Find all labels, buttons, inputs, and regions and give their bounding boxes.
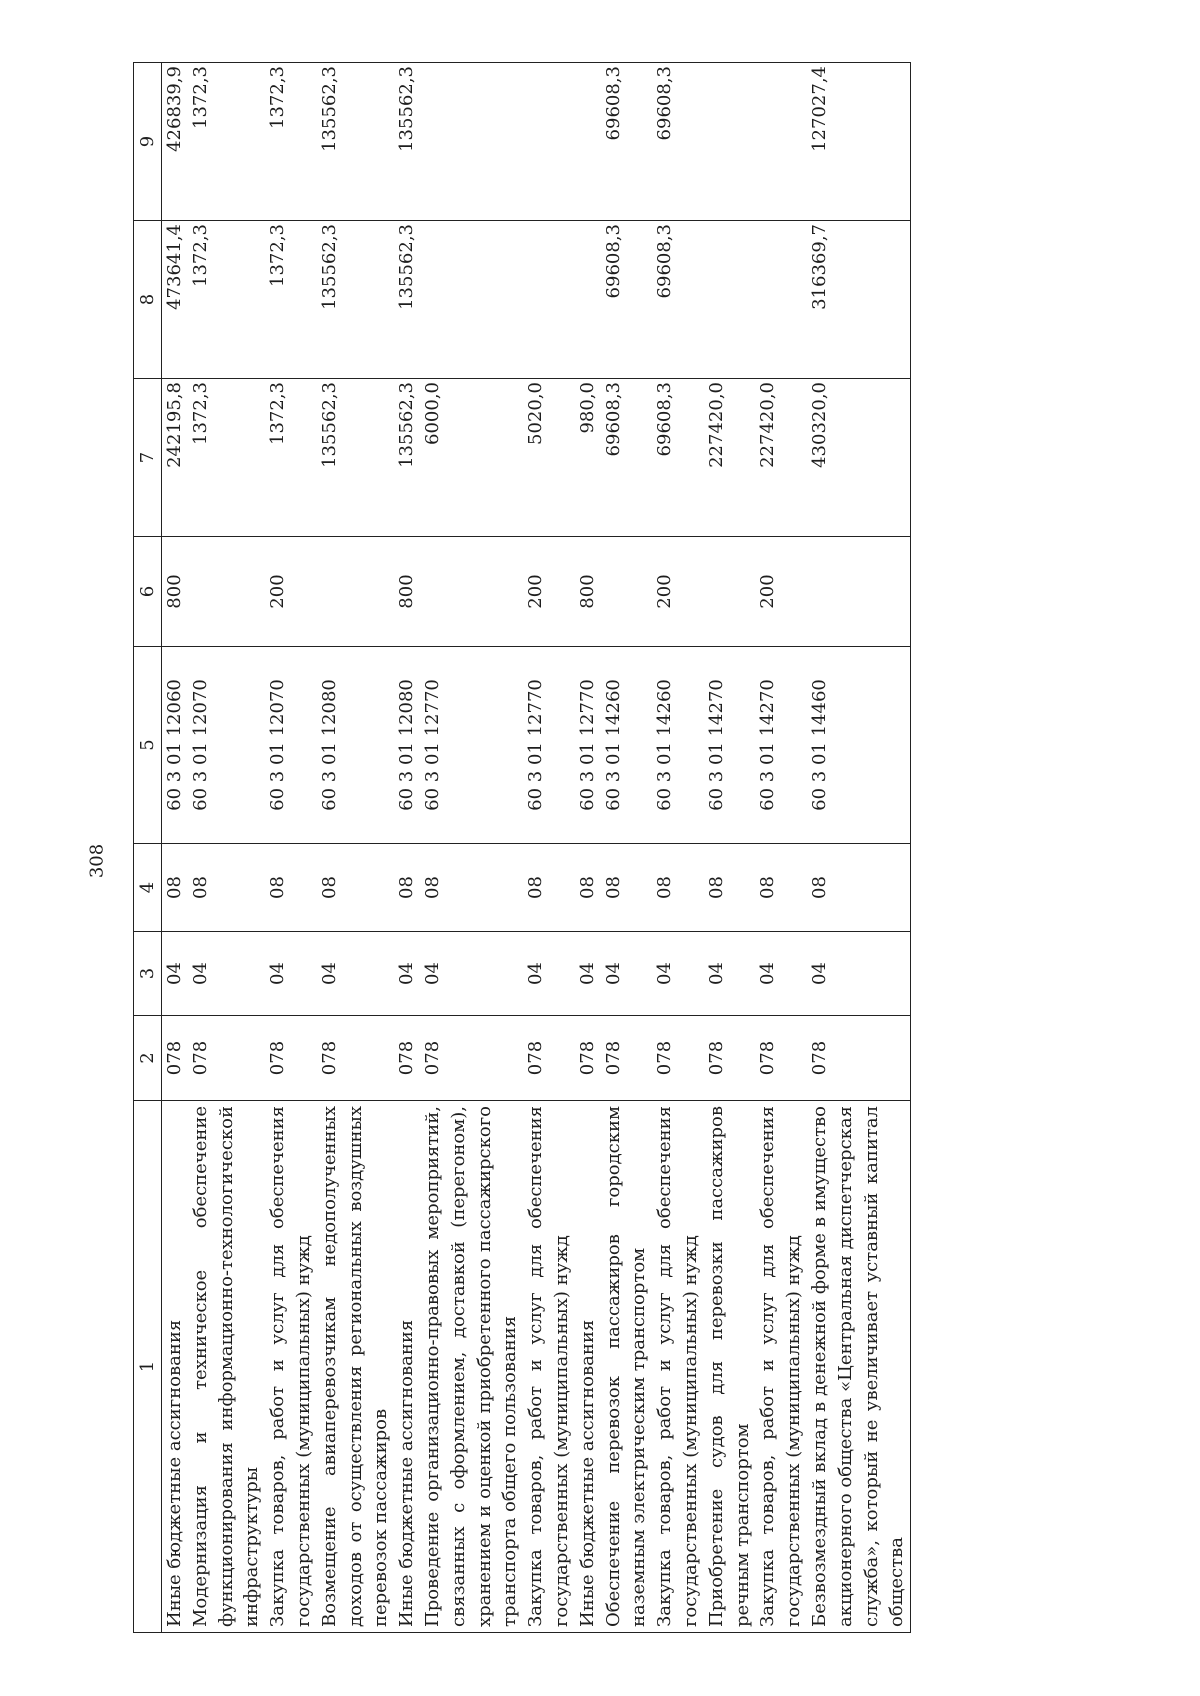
cell-amount: 1372,3 [188,221,265,379]
cell-expense-type: 200 [755,537,807,647]
row-description: Проведение организационно-правовых мероприятий, связанных с оформлением, доставкой (перегоном), хранением и оценкой приобретенного пассажирского транспорта общего пользования [420,1101,523,1633]
column-header: 2 [134,1016,162,1101]
cell-amount: 5020,0 [523,379,575,537]
cell-amount: 6000,0 [420,379,523,537]
row-description: Иные бюджетные ассигнования [394,1101,420,1633]
cell-expense-type: 200 [523,537,575,647]
cell-ministry-code: 078 [652,1016,704,1101]
cell-subsection: 08 [523,844,575,932]
table-row [420,63,523,1633]
table-row [394,63,420,1633]
cell-subsection: 08 [420,844,523,932]
cell-subsection: 08 [652,844,704,932]
cell-subsection: 08 [394,844,420,932]
cell-expense-type: 800 [575,537,601,647]
cell-section: 04 [188,932,265,1016]
cell-subsection: 08 [317,844,394,932]
cell-ministry-code: 078 [265,1016,317,1101]
cell-section: 04 [652,932,704,1016]
cell-ministry-code: 078 [601,1016,653,1101]
cell-ministry-code: 078 [420,1016,523,1101]
row-description: Иные бюджетные ассигнования [575,1101,601,1633]
column-header: 3 [134,932,162,1016]
cell-target-article: 60 3 01 14270 [755,647,807,844]
budget-table-container [133,63,1200,1633]
cell-section: 04 [807,932,911,1016]
cell-ministry-code: 078 [317,1016,394,1101]
cell-ministry-code: 078 [523,1016,575,1101]
cell-expense-type [317,537,394,647]
table-row [575,63,601,1633]
cell-section: 04 [704,932,756,1016]
cell-amount: 127027,4 [807,63,911,221]
row-description: Модернизация и техническое обеспечение функционирования информационно-технологической инфраструктуры [188,1101,265,1633]
table-row [265,63,317,1633]
column-header: 1 [134,1101,162,1633]
cell-subsection: 08 [704,844,756,932]
cell-ministry-code: 078 [704,1016,756,1101]
cell-amount: 69608,3 [652,221,704,379]
cell-expense-type: 800 [394,537,420,647]
cell-expense-type: 200 [652,537,704,647]
cell-amount: 227420,0 [704,379,756,537]
cell-section: 04 [523,932,575,1016]
table-row [807,63,911,1633]
cell-amount: 135562,3 [394,379,420,537]
cell-subsection: 08 [575,844,601,932]
cell-amount [420,221,523,379]
cell-target-article: 60 3 01 12080 [317,647,394,844]
cell-ministry-code: 078 [575,1016,601,1101]
cell-amount [523,221,575,379]
cell-section: 04 [420,932,523,1016]
cell-target-article: 60 3 01 12770 [523,647,575,844]
cell-target-article: 60 3 01 12770 [420,647,523,844]
row-description: Закупка товаров, работ и услуг для обеспечения государственных (муниципальных) нужд [523,1101,575,1633]
cell-amount: 69608,3 [601,379,653,537]
cell-amount: 316369,7 [807,221,911,379]
table-row [755,63,807,1633]
cell-amount [523,63,575,221]
cell-amount: 135562,3 [317,221,394,379]
column-header: 6 [134,537,162,647]
cell-amount: 1372,3 [265,221,317,379]
cell-amount: 242195,8 [162,379,188,537]
cell-target-article: 60 3 01 12770 [575,647,601,844]
table-row [317,63,394,1633]
cell-target-article: 60 3 01 14260 [652,647,704,844]
row-description: Закупка товаров, работ и услуг для обеспечения государственных (муниципальных) нужд [265,1101,317,1633]
header-row [134,63,162,1633]
budget-table [133,62,911,1633]
cell-amount [575,221,601,379]
cell-amount [575,63,601,221]
cell-amount: 227420,0 [755,379,807,537]
cell-expense-type: 800 [162,537,188,647]
column-header: 7 [134,379,162,537]
cell-expense-type [807,537,911,647]
cell-subsection: 08 [188,844,265,932]
cell-target-article: 60 3 01 14460 [807,647,911,844]
table-row [652,63,704,1633]
column-header: 4 [134,844,162,932]
cell-ministry-code: 078 [807,1016,911,1101]
cell-target-article: 60 3 01 12070 [188,647,265,844]
cell-section: 04 [755,932,807,1016]
cell-amount: 69608,3 [652,379,704,537]
cell-amount: 426839,9 [162,63,188,221]
cell-expense-type: 200 [265,537,317,647]
cell-expense-type [420,537,523,647]
cell-subsection: 08 [601,844,653,932]
page-number: 308 [86,843,108,879]
cell-amount: 135562,3 [394,63,420,221]
cell-ministry-code: 078 [162,1016,188,1101]
row-description: Безвозмездный вклад в денежной форме в имущество акционерного общества «Центральная диспетчерская служба», который не увеличивает уставный капитал общества [807,1101,911,1633]
table-row [523,63,575,1633]
cell-amount [420,63,523,221]
cell-subsection: 08 [162,844,188,932]
row-description: Возмещение авиаперевозчикам недополученных доходов от осуществления региональных воздушных перевозок пассажиров [317,1101,394,1633]
row-description: Обеспечение перевозок пассажиров городским наземным электрическим транспортом [601,1101,653,1633]
row-description: Закупка товаров, работ и услуг для обеспечения государственных (муниципальных) нужд [755,1101,807,1633]
cell-section: 04 [317,932,394,1016]
cell-target-article: 60 3 01 12080 [394,647,420,844]
cell-expense-type [704,537,756,647]
cell-expense-type [601,537,653,647]
cell-amount: 69608,3 [652,63,704,221]
cell-amount: 135562,3 [317,379,394,537]
cell-target-article: 60 3 01 12070 [265,647,317,844]
cell-subsection: 08 [755,844,807,932]
row-description: Закупка товаров, работ и услуг для обеспечения государственных (муниципальных) нужд [652,1101,704,1633]
column-header: 5 [134,647,162,844]
cell-section: 04 [394,932,420,1016]
cell-amount: 1372,3 [188,379,265,537]
cell-amount: 135562,3 [394,221,420,379]
cell-ministry-code: 078 [755,1016,807,1101]
cell-amount: 69608,3 [601,63,653,221]
cell-target-article: 60 3 01 12060 [162,647,188,844]
cell-target-article: 60 3 01 14270 [704,647,756,844]
cell-amount: 1372,3 [265,379,317,537]
cell-ministry-code: 078 [188,1016,265,1101]
table-row [601,63,653,1633]
column-header: 8 [134,221,162,379]
cell-section: 04 [575,932,601,1016]
cell-amount [755,63,807,221]
cell-amount: 1372,3 [265,63,317,221]
cell-amount: 430320,0 [807,379,911,537]
cell-subsection: 08 [807,844,911,932]
cell-expense-type [188,537,265,647]
cell-section: 04 [601,932,653,1016]
cell-amount: 980,0 [575,379,601,537]
row-description: Приобретение судов для перевозки пассажиров речным транспортом [704,1101,756,1633]
row-description: Иные бюджетные ассигнования [162,1101,188,1633]
cell-amount [704,63,756,221]
cell-subsection: 08 [265,844,317,932]
cell-amount [704,221,756,379]
cell-ministry-code: 078 [394,1016,420,1101]
cell-section: 04 [265,932,317,1016]
table-row [162,63,188,1633]
cell-target-article: 60 3 01 14260 [601,647,653,844]
cell-amount: 69608,3 [601,221,653,379]
cell-amount [755,221,807,379]
column-header: 9 [134,63,162,221]
cell-amount: 135562,3 [317,63,394,221]
cell-section: 04 [162,932,188,1016]
cell-amount: 1372,3 [188,63,265,221]
table-row [188,63,265,1633]
table-row [704,63,756,1633]
cell-amount: 473641,4 [162,221,188,379]
